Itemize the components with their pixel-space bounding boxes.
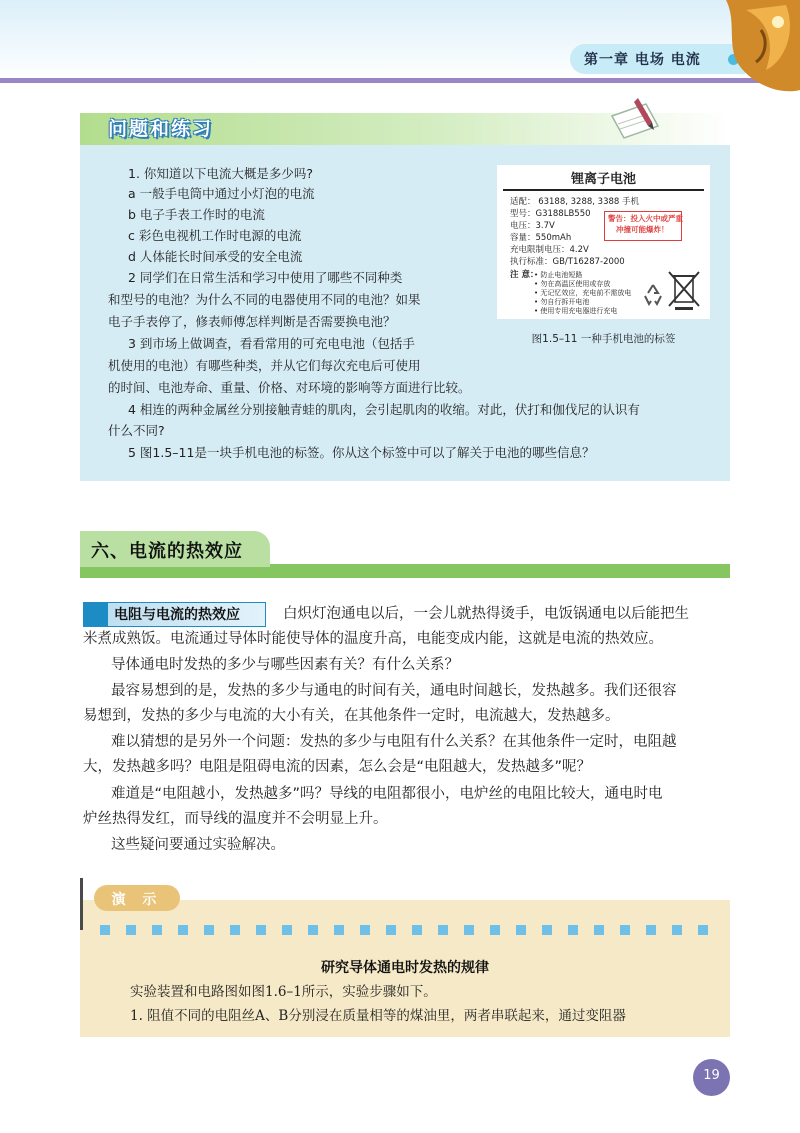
battery-label-divider	[503, 189, 704, 191]
demo-label: 演 示	[111, 892, 163, 908]
battery-spec: 执行标准：GB/T16287-2000	[510, 257, 625, 267]
battery-note: • 使用专用充电器进行充电	[534, 307, 618, 315]
battery-label-title: 锂离子电池	[570, 172, 636, 187]
body-line: 难道是“电阻越小，发热越多”吗？导线的电阻都很小，电炉丝的电阻比较大，通电时电	[111, 786, 663, 802]
exercise-line: 的时间、电池寿命、重量、价格、对环境的影响等方面进行比较。	[108, 380, 471, 395]
section-title: 六、电流的热效应	[91, 541, 243, 562]
demo-rule	[80, 878, 83, 930]
battery-spec: 适配： 63188, 3288, 3388 手机	[510, 197, 640, 207]
subheading: 电阻与电流的热效应	[114, 607, 240, 623]
subheading-marker	[83, 602, 108, 627]
exercise-title: 问题和练习	[108, 118, 214, 140]
notepad-pencil-icon	[608, 96, 662, 142]
exercise-line: 4 相连的两种金属丝分别接触青蛙的肌肉，会引起肌肉的收缩。对此，伏打和伽伐尼的认识有	[128, 402, 640, 417]
exercise-line: 5 图1.5–11是一块手机电池的标签。你从这个标签中可以了解关于电池的哪些信息？	[128, 445, 595, 460]
battery-note: • 无记忆效应，充电前不需放电	[534, 289, 632, 297]
body-line: 炉丝热得发红，而导线的温度并不会明显上升。	[83, 811, 388, 827]
exercise-line: d 人体能长时间承受的安全电流	[128, 249, 303, 264]
exercise-line: c 彩色电视机工作时电源的电流	[128, 228, 302, 243]
body-line: 导体通电时发热的多少与哪些因素有关？有什么关系？	[111, 657, 459, 673]
battery-note: • 勿自行拆开电池	[534, 298, 590, 306]
exercise-line: 2 同学们在日常生活和学习中使用了哪些不同种类	[128, 270, 403, 285]
battery-spec: 型号：G3188LB550	[510, 209, 591, 219]
exercise-line: 机使用的电池）有哪些种类，并从它们每次充电后可使用	[108, 358, 421, 373]
exercise-line: 和型号的电池？为什么不同的电器使用不同的电池？如果	[108, 292, 421, 307]
demo-line: 1. 阻值不同的电阻丝A、B分别浸在质量相等的煤油里，两者串联起来，通过变阻器	[130, 1008, 626, 1024]
exercise-line: a 一般手电筒中通过小灯泡的电流	[128, 186, 315, 201]
exercise-line: 电子手表停了，修表师傅怎样判断是否需要换电池？	[108, 314, 396, 329]
chapter-title: 第一章 电场 电流	[584, 52, 701, 68]
battery-spec: 容量：550mAh	[510, 233, 572, 243]
body-line: 米煮成熟饭。电流通过导体时能使导体的温度升高，电能变成内能，这就是电流的热效应。	[83, 631, 663, 647]
body-line: 难以猜想的是另外一个问题：发热的多少与电阻有什么关系？在其他条件一定时，电阻越	[111, 734, 677, 750]
demo-title: 研究导体通电时发热的规律	[321, 960, 489, 976]
recycle-icon	[640, 282, 666, 308]
demo-line: 实验装置和电路图如图1.6–1所示，实验步骤如下。	[130, 984, 437, 1000]
battery-note: • 勿在高温区使用或存放	[534, 280, 611, 288]
body-line: 最容易想到的是，发热的多少与通电的时间有关，通电时间越长，发热越多。我们还很容	[111, 683, 677, 699]
battery-warning-line: 冲撞可能爆炸！	[616, 225, 669, 234]
battery-notes-title: 注 意：	[510, 270, 539, 280]
corner-decoration-image	[706, 0, 800, 96]
battery-warning-line: 警告：投入火中或严重	[608, 214, 683, 223]
body-line: 这些疑问要通过实验解决。	[111, 837, 285, 853]
battery-spec: 充电限制电压：4.2V	[510, 245, 589, 255]
exercise-line: 什么不同?	[108, 423, 165, 438]
crossed-bin-icon	[666, 268, 702, 312]
page-number: 19	[703, 1068, 720, 1083]
battery-spec: 电压：3.7V	[510, 221, 555, 231]
exercise-line: 1. 你知道以下电流大概是多少吗?	[128, 166, 314, 181]
dash-row	[100, 925, 720, 936]
header-rule	[0, 78, 800, 83]
body-line: 白炽灯泡通电以后，一会儿就热得烫手，电饭锅通电以后能把生	[283, 606, 689, 622]
body-line: 易想到，发热的多少与电流的大小有关，在其他条件一定时，电流越大，发热越多。	[83, 708, 620, 724]
body-line: 大，发热越多吗？电阻是阻碍电流的因素，怎么会是“电阻越大，发热越多”呢？	[83, 759, 592, 775]
battery-note: • 防止电池短路	[534, 271, 583, 279]
figure-caption: 图1.5–11 一种手机电池的标签	[531, 333, 676, 345]
exercise-line: 3 到市场上做调查，看看常用的可充电电池（包括手	[128, 336, 415, 351]
exercise-line: b 电子手表工作时的电流	[128, 207, 265, 222]
